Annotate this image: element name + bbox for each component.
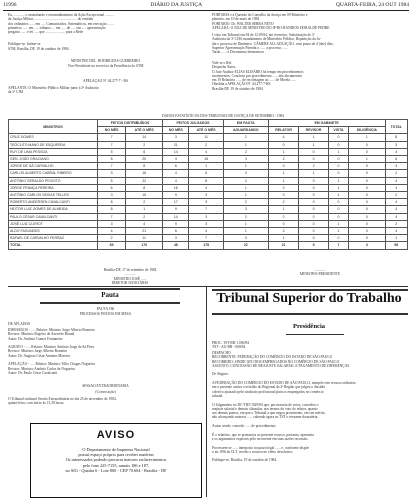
value-cell: 3 [189,213,223,220]
minister-name: MINISTRO DEL. RODRIGUES GUERREIRO [70,59,141,63]
total-cell: 7 [328,242,348,249]
minister-cell: RAFAEL DE CARVALHO FERRAZ [9,235,98,242]
value-cell: 7 [98,134,126,141]
value-cell: 0 [349,163,385,170]
value-cell: 1 [223,192,268,199]
intro-text: Eu, ............ o assinalando e encaminhamento da Ação Excepcional .......... da Justiça Militar, ............................................... do emitido dos ordinários ...... em ..... Comunicados, Sistemáticos, em execução ....... primeiros ...... em ..... tributos .... em ..... de ..... em ..... apresentação pregaria ...... e lei ..... que ...................... para a Rede [8,13,114,35]
value-cell: 1 [328,192,348,199]
value-cell: 1 [189,163,223,170]
pauta-title: Pauta [101,291,119,299]
value-cell: 8 [126,148,163,155]
total-cell: 58 [385,242,407,249]
value-cell: 0 [328,213,348,220]
value-cell: 1 [223,220,268,227]
value-cell: 4 [98,228,126,235]
value-cell: 0 [268,141,299,148]
value-cell: 0 [349,141,385,148]
minister-cell: JORGE DE SÁ CARVALHO [9,163,98,170]
pauta-rule-bottom [40,302,180,304]
value-cell: 2 [268,213,299,220]
value-cell: 20 [126,156,163,163]
group-header-cell: EM PAUTA [223,120,268,127]
right-text-3: Vale-se o Rel. Despacho Autos. O Juiz-Auditor ELIAS ELISÁRIO há tempo em procedimentos movimentos, Concluso por procedimento ...... dos documentos em 19 Relatório ...... de recoletagem ao ...... de Moeda ...... Obedida a APELAÇÃO Nº 44.277-7-RS Brasília-DF, 19 de outubro de 1984 [212,61,304,91]
publication-title: DIÁRIO DA JUSTIÇA [150,2,203,8]
tst-section-rule [286,334,344,335]
table-row [9,228,408,235]
value-cell: 4 [189,148,223,155]
value-cell: 22 [126,177,163,184]
value-cell: 0 [299,177,328,184]
value-cell: 2 [98,235,126,242]
value-cell: 0 [349,177,385,184]
table-row [9,141,408,148]
value-cell: 3 [223,156,268,163]
value-cell: 1 [299,134,328,141]
value-cell: 2 [126,199,163,206]
value-cell: 7 [98,213,126,220]
value-cell: 3 [385,141,407,148]
value-cell: 6 [385,156,407,163]
value-cell: 0 [349,192,385,199]
value-cell: 0 [299,184,328,191]
value-cell: 0 [299,206,328,213]
sub-header-cell: REVISOR [299,127,328,134]
value-cell: 2 [223,148,268,155]
minister-cell: JOSÉ LUIZ CLEROT [9,220,98,227]
sub-header-cell: ATÉ O MÊS [189,127,223,134]
pauta-footer-text: O Tribunal realizará Sessão Extraordinária no dia 25 de novembro de 1984, quinta-feira, com início às 13,30 horas. [8,397,117,406]
value-cell: 8 [385,134,407,141]
value-cell: 0 [268,192,299,199]
tst-section: Presidência [292,323,325,330]
right-text-2: I visto em Tribunal em 04 de 12.09.84, em fevereiro, Substituição do 3º Auditoria da 3ª CJM, mandamento de Ministério Público, Repartição da Ju- dia o processo de Dinâmico. CÂMERE ALLADLAÇÃO, com prazo de 4 (dez) dias, Superior Apresentação Fitenda o ...... a processo ...... Tardo ...... a Documento desmancou [212,33,334,55]
value-cell: 0 [328,170,348,177]
aviso-text: O Departamento de Imprensa Nacional possui espaço próprio para receber matérias Os interessados poderão procurar maiores esclarecimentos pelo fone 225-7155, ramais 186 e 187, no SIG - Quadra 6 - Lote 800 - CEP 70.604 - Brasília - DF [65,447,167,473]
table-row [9,192,408,199]
value-cell: 1 [385,235,407,242]
value-cell: 1 [349,134,385,141]
value-cell: 0 [299,235,328,242]
value-cell: 4 [385,199,407,206]
value-cell: 0 [268,163,299,170]
value-cell: 4 [385,148,407,155]
value-cell: 0 [299,213,328,220]
value-cell: 0 [328,235,348,242]
sub-header-cell: NO MÊS [98,127,126,134]
pauta-entries: EMBARGOS - ..... Relator: Ministro Jorge Alberto Romeiro Revisor: Ministro Rogério de Azevedo Brandi Autor: Dr. Antônio Gomes Fontaneiro AGRAVO - ..... Relator: Ministro Antônio Jorge de Sá Pires Revisor: Ministro Jorge Alberto Romeiro Autor: Dr. Augusto César Antunes Moreira APELAÇÃO - ..... Relator: Ministro Túlio Chagas Nogueira Revisor: Ministro Antônio Carlos de Nogueira Autor: Dr. Paulo César Cavalcanti [8,328,95,375]
value-cell: 1 [349,156,385,163]
value-cell: 2 [268,156,299,163]
table-row [9,206,408,213]
value-cell: 5 [98,177,126,184]
value-cell: 11 [189,134,223,141]
value-cell: 0 [223,170,268,177]
minister-cell: ALDO FAGUNDES [9,228,98,235]
table-row [9,170,408,177]
value-cell: 4 [163,170,189,177]
value-cell: 7 [189,235,223,242]
value-cell: 0 [328,199,348,206]
value-cell: 9 [163,220,189,227]
signature-left: Brasília-DF, 17 de setembro de 1984 ............ MINISTRO JOSÉ ...... DIRETOR JUDICIÁRIO [103,268,157,285]
value-cell: 4 [163,156,189,163]
value-cell: 8 [98,199,126,206]
value-cell: 9 [163,206,189,213]
tst-body: DESPACHO RECORRENTE: FEDERAÇÃO DO COMÉRCIO DO ESTADO DE SÃO PAULO RECORRIDO: SINDICATO DOS EMPREGADOS NO COMÉRCIO DE SÃO PAULO ASSUNTO: CONCESSÃO DE REAJUSTE SALARIAL E PAGAMENTO DE DIFERENÇAS Dr. Regino. A FEDERAÇÃO DO COMÉRCIO DO ESTADO DE SÃO PAULO, interpõe este recurso ordinário em o presente contra o acórdão do Regional da 2ª Região que julgou o dissídio coletivo ajuizado pelo sindicato profissional para os empregados no comércio salarial. O Julgamento no DC-TRT-1029/84 que, por maioria de votos, concedeu o reajuste salarial e demais cláusulas, nos termos do voto do relator, quanto aos demais pontos, em que o Tribunal a quo negou provimento, em seu mérito, não alcançando maioria ...... cabendo agora ao TST o reexame da matéria. Assim sendo, concedo ...... de procedimento. É o relatório, que se pronuncia ao presente recurso, portanto, apresenta e os argumentos expostos pelo recorrente em suas razões recursais. Processem-se ...... interposto no prazo legal ...... e, conforme dispõe o art. 896 da CLT, recebo o recurso no efeito devolutivo. Publique-se. Brasília, 19 de outubro de 1984. [212,351,356,463]
value-cell: 4 [385,228,407,235]
sub-header-cell: VISTA [328,127,348,134]
value-cell: 1 [268,148,299,155]
table-row [9,177,408,184]
value-cell: 21 [163,141,189,148]
table-group-header [9,120,408,127]
value-cell: 3 [163,134,189,141]
total-cell: 170 [126,242,163,249]
value-cell: 1 [328,148,348,155]
minister-cell: HEITOR LUIZ GOMES DE ALMEIDA [9,206,98,213]
table-row [9,156,408,163]
value-cell: 7 [98,163,126,170]
value-cell: 3 [163,235,189,242]
value-cell: 1 [299,141,328,148]
tst-process: PROC. TST-RR-1.000/84 TST - AG-RR - 000/84 [212,341,250,350]
pauta-footer-sub: (Convocação) [95,390,116,394]
minister-cell: ANTÔNIO CARLOS SEIXAS TELLES [9,192,98,199]
value-cell: 0 [328,156,348,163]
value-cell: 21 [126,228,163,235]
value-cell: 2 [299,163,328,170]
total-cell: 5 [299,242,328,249]
minister-cell: JORGE FRANÇA PEREIRA [9,184,98,191]
aviso-box [30,423,202,498]
total-cell: 178 [189,242,223,249]
pauta-rule-top [40,288,180,290]
value-cell: 0 [349,170,385,177]
value-cell: 1 [328,177,348,184]
value-cell: 3 [98,192,126,199]
value-cell: 2 [268,228,299,235]
value-cell: 1 [223,228,268,235]
value-cell: 0 [299,228,328,235]
value-cell: 0 [349,148,385,155]
value-cell: 16 [163,184,189,191]
table-row [9,148,408,155]
minister-cell: ROBERTO ANDERSEN CAVALCANTI [9,199,98,206]
table-row [9,213,408,220]
aviso-title: AVISO [96,429,136,441]
signature-right: ............ MINISTRO-PRESIDENTE [299,268,341,277]
value-cell: 6 [163,228,189,235]
value-cell: 1 [328,228,348,235]
value-cell: 8 [98,156,126,163]
value-cell: 8 [126,184,163,191]
table-row [9,163,408,170]
value-cell: 9 [98,170,126,177]
value-cell: 6 [189,170,223,177]
value-cell: 17 [163,199,189,206]
minister-cell: CARLOS ALBERTO CABRAL RIBEIRO [9,170,98,177]
tst-rule-bottom [212,313,408,315]
minister-cell: PAULO CÉSAR CAVALCANTI [9,213,98,220]
value-cell: 2 [223,134,268,141]
total-cell: 3 [349,242,385,249]
minister-cell: RUY DE LIMA PESSOA [9,148,98,155]
value-cell: 0 [299,156,328,163]
value-cell: 2 [189,141,223,148]
value-cell: 9 [163,192,189,199]
value-cell: 0 [349,235,385,242]
value-cell: 3 [189,192,223,199]
group-header-cell: MINISTROS [9,120,98,134]
total-label: TOTAL [9,242,98,249]
value-cell: 0 [328,134,348,141]
value-cell: 1 [268,170,299,177]
table-row [9,134,408,141]
value-cell: 8 [189,177,223,184]
value-cell: 6 [163,163,189,170]
value-cell: 11 [126,235,163,242]
value-cell: 0 [328,206,348,213]
pauta-footer-title: SESSÃO EXTRAORDINÁRIA [82,384,129,388]
value-cell: 2 [126,141,163,148]
value-cell: 3 [189,199,223,206]
total-cell: 22 [223,242,268,249]
value-cell: 0 [299,148,328,155]
group-header-cell: FEITOS JULGADOS [163,120,224,127]
value-cell: 1 [268,235,299,242]
value-cell: 0 [299,220,328,227]
value-cell: 1 [223,141,268,148]
table-body [9,134,408,249]
section-divider [8,286,408,287]
statistics-table [8,119,408,250]
value-cell: 4 [189,228,223,235]
value-cell: 8 [126,163,163,170]
table-caption: DADOS ESTATÍSTICOS DOS TRIBUNAIS DE JUSTIÇA DE SETEMBRO / 1984 [162,114,284,118]
table-row [9,220,408,227]
value-cell: 0 [349,220,385,227]
publication-date: QUARTA-FEIRA, 24 OUT 1984 [335,2,409,8]
value-cell: 0 [349,228,385,235]
pauta-section: DE AFLADOS [8,322,31,326]
sub-header-cell: ATÉ O MÊS [126,127,163,134]
value-cell: 0 [223,235,268,242]
value-cell: 4 [385,184,407,191]
value-cell: 4 [163,177,189,184]
appeal-number: APELAÇÃO Nº 44.277-7 - RS [83,79,128,83]
pauta-subtitle-2: PROCESSOS POSTOS EM MESA [79,312,132,316]
value-cell: 2 [385,220,407,227]
table-row [9,199,408,206]
value-cell: 1 [299,170,328,177]
place-date: STM, Brasília, DF, 19 de outubro de 1984. [8,47,70,51]
value-cell: 2 [126,213,163,220]
table-row [9,235,408,242]
minister-cell: GEN. JOÃO GRACIANO [9,156,98,163]
sub-header-cell: NO MÊS [163,127,189,134]
page-header [3,1,409,11]
value-cell: 0 [268,220,299,227]
value-cell: 2 [385,170,407,177]
appellant: APELANTE: O Ministério Público Militar junto à 3ª Auditoria da 3ª CJM [8,86,99,95]
value-cell: 4 [268,134,299,141]
minister-role: Vice-Presidente no exercício da Presidência do STM [67,64,144,68]
value-cell: 2 [223,177,268,184]
total-cell: 48 [163,242,189,249]
value-cell: 1 [126,206,163,213]
column-divider [206,287,207,497]
value-cell: 0 [349,206,385,213]
minister-cell: ANTÔNIO GERALDO PEIXOTO [9,177,98,184]
value-cell: 16 [126,170,163,177]
value-cell: 0 [349,184,385,191]
right-text-1: PORTARIA e a Questão do Conselho da Justiça em 09 Relatório e plenário, em 10 de maio de 1984 PORTARIO: Dr. WALTER SERRA NETO APELADA: O JUIZ DE MINISTRO DO IP-RO-RANDIOS DORALDE PEDRE [212,13,330,30]
group-header-cell: EM GABINETE [268,120,385,127]
value-cell: 14 [163,213,189,220]
table-total-row [9,242,408,249]
value-cell: 2 [223,213,268,220]
value-cell: 4 [126,220,163,227]
value-cell: 7 [189,206,223,213]
minister-cell: CRUZ GOMES [9,134,98,141]
value-cell: 2 [385,192,407,199]
minister-cell: TEÓCLITO MANO DE ESQUERDA [9,141,98,148]
pauta-subtitle-1: PAUTA 186 [96,307,115,311]
value-cell: 0 [349,199,385,206]
value-cell: 4 [385,177,407,184]
value-cell: 15 [126,192,163,199]
total-cell: 89 [98,242,126,249]
value-cell: 0 [328,163,348,170]
value-cell: 8 [98,206,126,213]
value-cell: 0 [299,199,328,206]
value-cell: 4 [385,213,407,220]
value-cell: 3 [385,163,407,170]
value-cell: 0 [349,213,385,220]
value-cell: 7 [98,141,126,148]
value-cell: 1 [268,177,299,184]
group-header-cell: TOTAL [385,120,407,134]
value-cell: 0 [328,141,348,148]
table-row [9,184,408,191]
page-number: 11996 [3,2,17,8]
group-header-cell: FEITOS DISTRIBUÍDOS [98,120,163,127]
value-cell: 2 [268,199,299,206]
value-cell: 14 [126,134,163,141]
sub-header-cell: RELATOR [268,127,299,134]
value-cell: 0 [299,192,328,199]
publish-text: Publique-se. Intime-se. [8,42,42,46]
value-cell: 5 [98,148,126,155]
value-cell: 2 [223,199,268,206]
sub-header-cell: DILIGÊNCIA [349,127,385,134]
value-cell: 1 [328,184,348,191]
value-cell: 1 [268,206,299,213]
value-cell: 1 [223,163,268,170]
value-cell: 4 [189,184,223,191]
value-cell: 1 [328,220,348,227]
total-cell: 21 [268,242,299,249]
value-cell: 3 [189,220,223,227]
value-cell: 6 [98,184,126,191]
value-cell: 14 [163,148,189,155]
tst-title: Tribunal Superior do Trabalho [216,291,402,306]
value-cell: 3 [223,206,268,213]
value-cell: 3 [98,220,126,227]
value-cell: 2 [268,184,299,191]
sub-header-cell: AGUARDANDO [223,127,268,134]
value-cell: 15 [189,156,223,163]
value-cell: 4 [385,206,407,213]
value-cell: 1 [223,184,268,191]
